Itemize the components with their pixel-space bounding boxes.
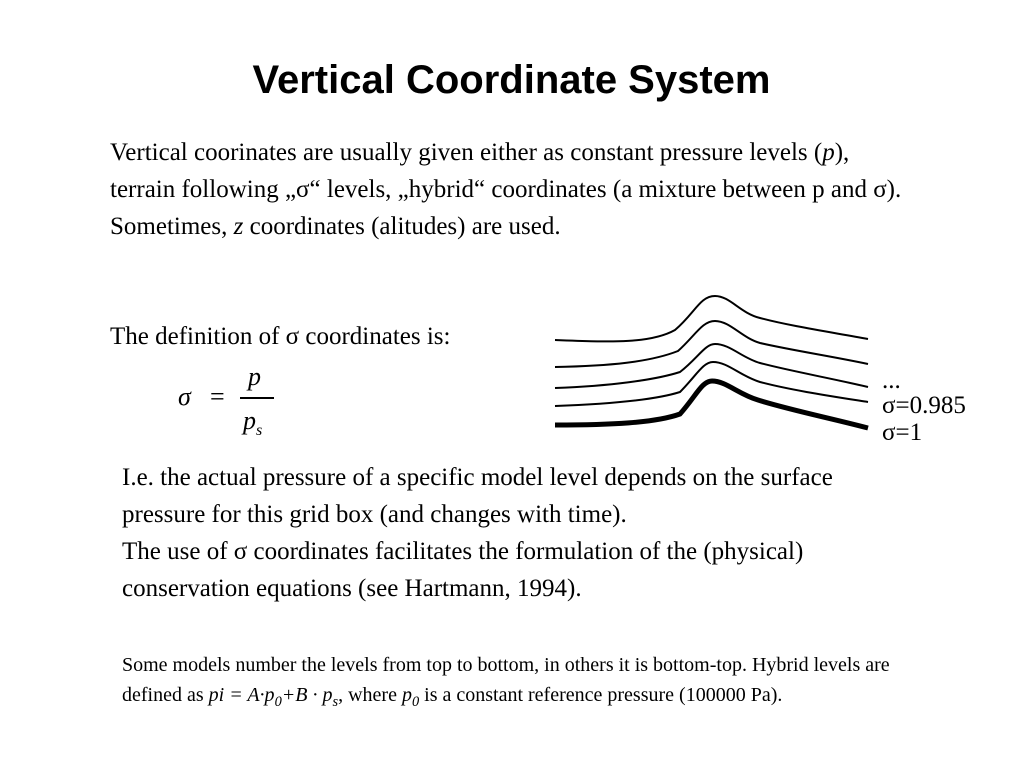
sigma-formula xyxy=(178,362,288,444)
explanation-line-2: The use of σ coordinates facilitates the formulation of the (physical) conservation equations (see Hartmann, 1994). xyxy=(122,538,804,602)
sigma-level-line-1 xyxy=(555,296,868,341)
slide-title: Vertical Coordinate System xyxy=(252,58,771,102)
formula-denominator xyxy=(243,406,263,440)
explanation-paragraph xyxy=(122,459,922,607)
note-p0-p: p xyxy=(401,684,412,706)
note-text-1: Some models number the levels from top to bottom, in others it is bottom-top. Hybrid levels are defined as xyxy=(122,654,890,706)
intro-z-symbol: z xyxy=(233,213,244,240)
sigma-definition-label: The definition of σ coordinates is: xyxy=(110,323,451,350)
formula-fraction-bar xyxy=(240,397,274,399)
intro-text-1: Vertical coorinates are usually given either as constant pressure levels ( xyxy=(110,139,823,166)
note-p0-symbol xyxy=(401,684,420,710)
note-eq-sub-2: s xyxy=(332,694,339,710)
intro-text-2: ), terrain following „σ“ levels, „hybrid“ coordinates (a mixture between p and σ). Sometimes, xyxy=(110,139,902,240)
formula-denominator-p: p xyxy=(243,406,256,435)
intro-paragraph xyxy=(110,134,910,245)
note-text-2: , where xyxy=(338,684,402,706)
formula-denominator-sub: s xyxy=(256,422,263,440)
note-eq-sub-1: 0 xyxy=(274,694,282,710)
note-eq-part-2: +B · p xyxy=(281,684,333,706)
diagram-label-sigma-1: σ=1 xyxy=(882,419,923,446)
intro-text-3: coordinates (alitudes) are used. xyxy=(243,213,561,240)
sigma-levels-diagram xyxy=(550,288,880,438)
note-p0-sub: 0 xyxy=(411,694,420,710)
sigma-level-line-4 xyxy=(555,362,868,406)
diagram-label-dots: ... xyxy=(882,367,901,394)
note-eq-part-1: pi = A·p xyxy=(208,684,275,706)
diagram-label-sigma-0985: σ=0.985 xyxy=(882,392,966,419)
intro-p-symbol: p xyxy=(822,139,835,166)
note-equation-1 xyxy=(208,684,339,710)
hybrid-levels-note xyxy=(122,650,902,710)
note-text-3: is a constant reference pressure (100000 Pa). xyxy=(419,684,783,706)
formula-numerator: p xyxy=(248,362,261,391)
formula-sigma: σ xyxy=(178,382,191,411)
formula-equals: = xyxy=(210,382,225,411)
explanation-line-1: I.e. the actual pressure of a specific model level depends on the surface pressure for this grid box (and changes with time). xyxy=(122,464,833,528)
